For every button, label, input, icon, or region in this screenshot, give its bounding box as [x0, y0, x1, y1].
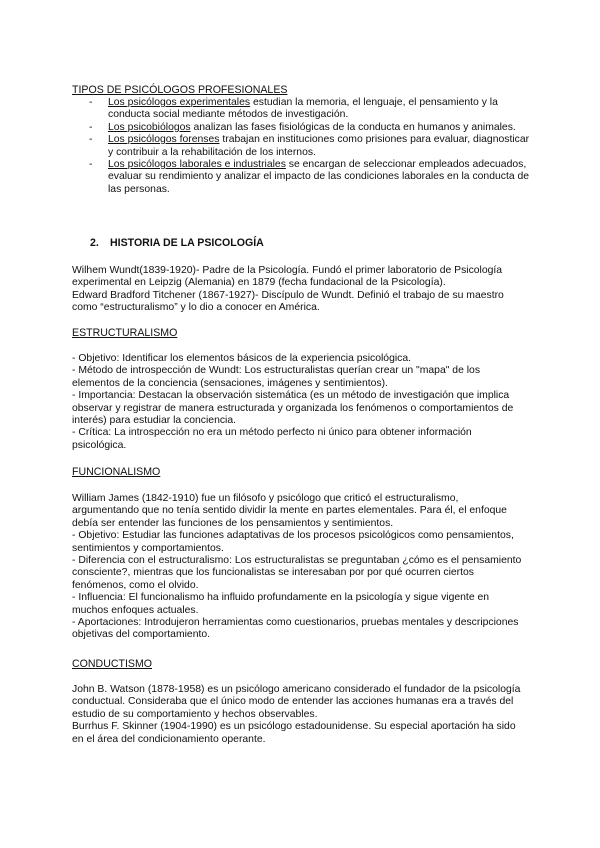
estructuralismo-line: - Crítica: La introspección no era un método perfecto ni único para obtener información psicológica.	[72, 427, 472, 451]
list-item-text: trabajan en instituciones como prisiones para evaluar, diagnosticar y contribuir a la rehabilitación de los internos.	[108, 134, 530, 158]
funcionalismo-line: - Aportaciones: Introdujeron herramientas como cuestionarios, pruebas mentales y descripciones objetivas del comportamiento.	[72, 617, 519, 641]
history-heading-number: 2.	[90, 237, 99, 249]
estructuralismo-line: - Objetivo: Identificar los elementos básicos de la experiencia psicológica.	[72, 353, 412, 364]
bullet-dash: -	[89, 121, 93, 133]
history-paragraph: Edward Bradford Titchener (1867-1927)- Discípulo de Wundt. Definió el trabajo de su maestro como “estructuralismo” y lo dio a conocer en América.	[72, 289, 504, 314]
funcionalismo-body	[72, 493, 528, 642]
funcionalismo-line: William James (1842-1910) fue un filósofo y psicólogo que criticó el estructuralismo, argumentando que no tenía sentido dividir la mente en partes elementales. Para él, el enfoque debía ser entender las funciones de los pensamientos y sentimientos.	[72, 493, 507, 529]
bullet-dash: -	[89, 97, 93, 108]
funcionalismo-heading: FUNCIONALISMO	[72, 466, 161, 478]
conductismo-line: John B. Watson (1878-1958) es un psicólogo americano considerado el fundador de la psicología conductual. Consideraba que el único modo de entender las acciones humanas era a través del estudio de su comportamiento y hechos observables.	[72, 684, 521, 720]
psychologist-types-list	[72, 97, 532, 196]
types-heading: TIPOS DE PSICÓLOGOS PROFESIONALES	[72, 84, 288, 96]
list-item-text: estudian la memoria, el lenguaje, el pensamiento y la conducta social mediante métodos de investigación.	[108, 97, 498, 121]
list-item-text: se encargan de seleccionar empleados adecuados, evaluar su rendimiento y analizar el impacto de las condiciones laborales en la conducta de las personas.	[108, 159, 530, 195]
estructuralismo-body	[72, 353, 528, 452]
estructuralismo-heading: ESTRUCTURALISMO	[72, 327, 178, 339]
list-item-text: analizan las fases fisiológicas de la conducta en humanos y animales.	[190, 121, 516, 133]
list-item	[72, 122, 532, 134]
list-item	[72, 97, 532, 122]
list-item-term: Los psicólogos experimentales	[108, 97, 251, 108]
estructuralismo-line: - Importancia: Destacan la observación sistemática (es un método de investigación que implica observar y registrar de manera estructurada y organizada los fenómenos o comportamientos de interés) para estudiar la conciencia.	[72, 390, 514, 427]
history-intro	[72, 265, 528, 315]
list-item-term: Los psicólogos laborales e industriales	[108, 159, 286, 171]
bullet-dash: -	[89, 134, 93, 146]
history-heading-title: HISTORIA DE LA PSICOLOGÍA	[110, 237, 264, 249]
funcionalismo-line: - Diferencia con el estructuralismo: Los estructuralistas se preguntaban ¿cómo es el pensamiento consciente?, mientras que los funcionalistas se interesaban por por qué ocurren ciertos fenómenos, como el olvido.	[72, 555, 522, 591]
history-paragraph: Wilhem Wundt(1839-1920)- Padre de la Psicología. Fundó el primer laboratorio de Psicología experimental en Leipzig (Alemania) en 1879 (fecha fundacional de la Psicología).	[72, 265, 503, 289]
funcionalismo-line: - Objetivo: Estudiar las funciones adaptativas de los procesos psicológicos como pensamientos, sentimientos y comportamientos.	[72, 530, 514, 554]
conductismo-body	[72, 684, 528, 746]
list-item-term: Los psicólogos forenses	[108, 134, 220, 146]
estructuralismo-line: - Método de introspección de Wundt: Los estructuralistas querían crear un "mapa" de los elementos de la conciencia (sensaciones, imágenes y sentimientos).	[72, 365, 481, 389]
bullet-dash: -	[89, 159, 93, 171]
history-heading	[90, 237, 264, 249]
list-item-term: Los psicobiólogos	[108, 121, 191, 133]
conductismo-line: Burrhus F. Skinner (1904-1990) es un psicólogo estadounidense. Su especial aportación ha sido en el área del condicionamiento operante.	[72, 721, 516, 745]
funcionalismo-line: - Influencia: El funcionalismo ha influido profundamente en la psicología y sigue vigente en muchos enfoques actuales.	[72, 592, 490, 616]
list-item	[72, 134, 532, 159]
list-item	[72, 159, 532, 196]
conductismo-heading: CONDUCTISMO	[72, 658, 153, 670]
